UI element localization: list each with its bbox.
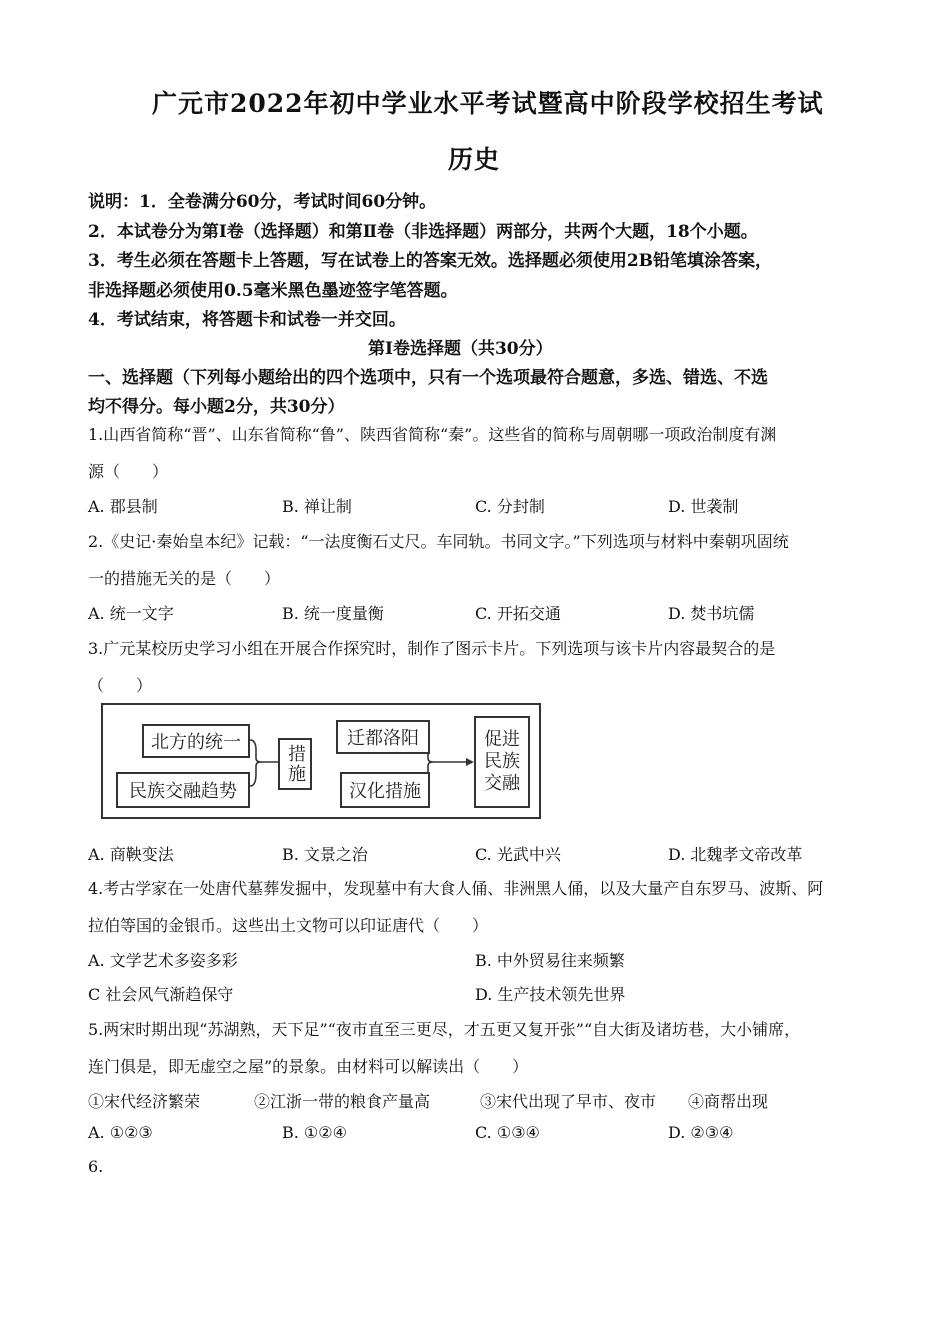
q2-option-b: B. 统一度量衡 [282,604,384,623]
instruction-line: 说明：1．全卷满分60分，考试时间60分钟。 [88,192,437,212]
q4-option-c: C 社会风气渐趋保守 [88,985,234,1004]
q5-option-b: B. ①②④ [282,1123,347,1142]
q2-option-c: C. 开拓交通 [475,604,561,623]
q5-statement-1: ①宋代经济繁荣 [88,1092,201,1111]
question-1-text: 源（ ） [88,462,169,481]
diagram-card [100,702,542,820]
part-heading: 均不得分。每小题2分，共30分） [88,397,345,417]
section-title: 第Ⅰ卷选择题（共30分） [368,339,553,359]
question-4-text: 拉伯等国的金银币。这些出土文物可以印证唐代（ ） [88,916,489,935]
question-4-text: 4.考古学家在一处唐代墓葬发掘中，发现墓中有大食人俑、非洲黑人俑，以及大量产自东罗马、波斯、阿 [88,879,824,898]
diagram-box-promote-fusion: 促进民族交融 [474,716,530,808]
diagram-box-move-capital: 迁都洛阳 [336,720,430,754]
q5-statement-3: ③宋代出现了早市、夜市 [480,1092,657,1111]
question-1-text: 1.山西省简称“晋”、山东省简称“鲁”、陕西省简称“秦”。这些省的简称与周朝哪一项政治制度有渊 [88,425,777,444]
question-2-text: 2.《史记·秦始皇本纪》记载：“一法度衡石丈尺。车同轨。书同文字。”下列选项与材料中秦朝巩固统 [88,532,789,551]
q4-option-b: B. 中外贸易往来频繁 [475,951,625,970]
question-3-text: （ ） [88,676,153,695]
diagram-box-sinicization: 汉化措施 [340,772,430,808]
instruction-line: 4．考试结束，将答题卡和试卷一并交回。 [88,310,406,330]
question-3-text: 3.广元某校历史学习小组在开展合作探究时，制作了图示卡片。下列选项与该卡片内容最契合的是 [88,639,776,658]
q5-statement-2: ②江浙一带的粮食产量高 [254,1092,431,1111]
q3-option-a: A. 商鞅变法 [88,845,174,864]
q1-option-b: B. 禅让制 [282,497,352,516]
diagram-box-measures: 措施 [278,738,312,790]
instruction-line: 2．本试卷分为第Ⅰ卷（选择题）和第Ⅱ卷（非选择题）两部分，共两个大题，18个小题。 [88,222,758,242]
q5-option-c: C. ①③④ [475,1123,540,1142]
q1-option-c: C. 分封制 [475,497,545,516]
q2-option-a: A. 统一文字 [88,604,174,623]
q5-option-a: A. ①②③ [88,1123,153,1142]
q3-option-b: B. 文景之治 [282,845,368,864]
q1-option-d: D. 世袭制 [668,497,739,516]
subject-title: 历史 [448,145,501,174]
question-2-text: 一的措施无关的是（ ） [88,569,281,588]
q5-option-d: D. ②③④ [668,1123,734,1142]
q4-option-d: D. 生产技术领先世界 [475,985,626,1004]
q1-option-a: A. 郡县制 [88,497,158,516]
exam-title: 广元市2022年初中学业水平考试暨高中阶段学校招生考试 [152,89,824,118]
part-heading: 一、选择题（下列每小题给出的四个选项中，只有一个选项最符合题意，多选、错选、不选 [88,368,768,388]
question-6-number: 6. [88,1157,104,1176]
question-5-text: 连门俱是，即无虚空之屋”的景象。由材料可以解读出（ ） [88,1057,529,1076]
q5-statement-4: ④商帮出现 [688,1092,769,1111]
q3-option-d: D. 北魏孝文帝改革 [668,845,803,864]
question-5-text: 5.两宋时期出现“苏湖熟，天下足”“夜市直至三更尽，才五更又复开张”“自大街及诸坊巷，大小铺席， [88,1020,801,1039]
instruction-line: 非选择题必须使用0.5毫米黑色墨迹签字笔答题。 [88,281,458,301]
q3-option-c: C. 光武中兴 [475,845,561,864]
instruction-line: 3．考生必须在答题卡上答题，写在试卷上的答案无效。选择题必须使用2B铅笔填涂答案， [88,251,773,271]
q2-option-d: D. 焚书坑儒 [668,604,755,623]
q4-option-a: A. 文学艺术多姿多彩 [88,951,238,970]
diagram-box-ethnic-trend: 民族交融趋势 [116,772,250,808]
diagram-box-north-unification: 北方的统一 [142,724,250,758]
